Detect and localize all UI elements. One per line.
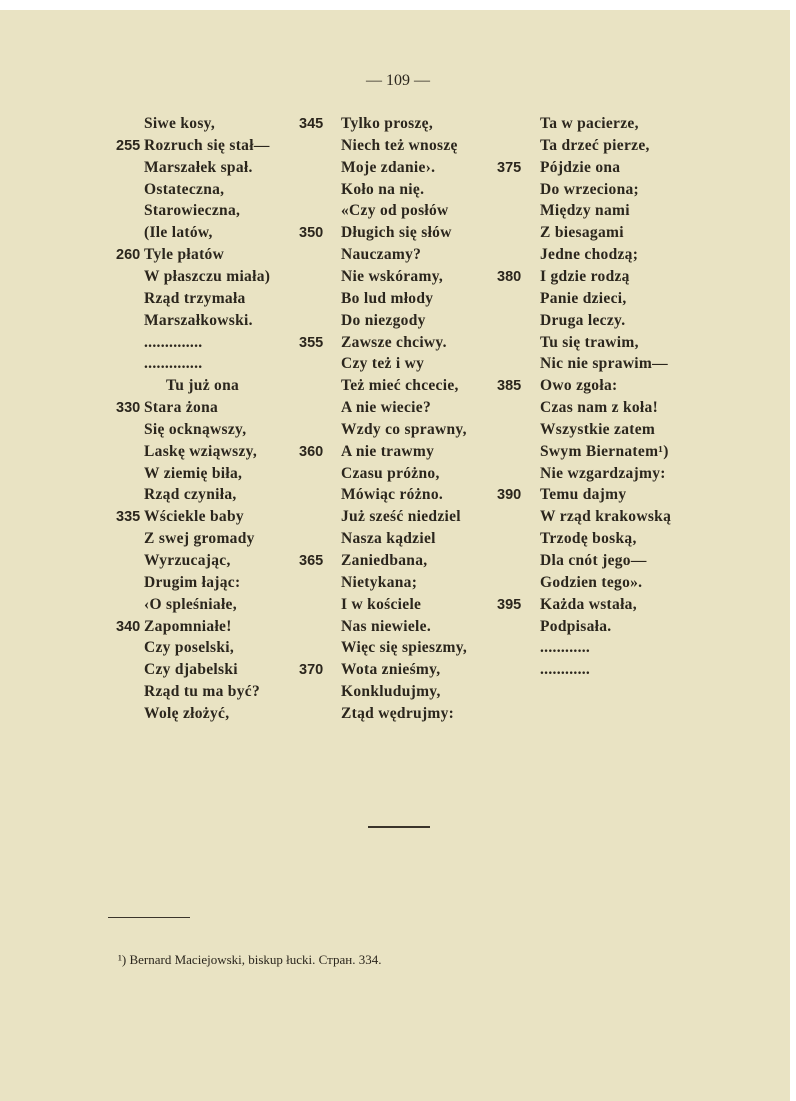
line-number: 255 (116, 137, 141, 154)
verse-line: .............. (144, 355, 203, 373)
verse-line: «Czy od posłów (341, 202, 449, 220)
verse-line: Drugim łając: (144, 573, 241, 591)
verse-line: Się ocknąwszy, (144, 420, 247, 438)
verse-line: Nietykana; (341, 573, 418, 591)
verse-line: I w kościele (341, 595, 422, 613)
verse-line: Stara żona (144, 399, 219, 417)
verse-line: Każda wstała, (540, 595, 637, 613)
footnote (118, 952, 382, 968)
verse-line: Rząd czyniła, (144, 486, 237, 504)
verse-line: Zapomniałe! (144, 617, 232, 635)
verse-line: Ztąd wędrujmy: (341, 704, 455, 722)
line-number: 395 (497, 596, 522, 613)
verse-line: W płaszczu miała) (144, 267, 271, 285)
line-number: 375 (497, 159, 522, 176)
verse-line: Nasza kądziel (341, 530, 436, 548)
verse-line: .............. (144, 333, 203, 351)
verse-line: Zawsze chciwy. (341, 333, 447, 351)
verse-line: Panie dzieci, (540, 289, 627, 307)
verse-line: Wzdy co sprawny, (341, 420, 467, 438)
verse-line: Ta w pacierze, (540, 115, 639, 132)
verse-line: Marszałek spał. (144, 158, 253, 176)
line-number: 330 (116, 400, 141, 417)
verse-line: Więc się spieszmy, (341, 639, 468, 657)
verse-line: W rząd krakowską (540, 508, 672, 526)
verse-line: Dla cnót jego— (540, 552, 647, 569)
book-page (0, 10, 790, 1101)
verse-line: Czy też i wy (341, 355, 425, 373)
verse-line: Laskę wziąwszy, (144, 442, 257, 460)
verse-line: Starowieczna, (144, 202, 241, 220)
line-number: 260 (116, 247, 141, 264)
footnote-rule (108, 917, 190, 918)
verse-line: Czy poselski, (144, 639, 235, 657)
footnote-mark: ¹) (118, 952, 127, 967)
verse-line: Rozruch się stał— (144, 136, 270, 154)
line-number: 350 (299, 225, 324, 242)
verse-line: Temu dajmy (540, 486, 627, 504)
verse-line: Jedne chodzą; (540, 246, 639, 264)
verse-line: Też mieć chcecie, (341, 377, 459, 395)
line-number: 390 (497, 487, 522, 504)
line-number: 380 (497, 268, 522, 285)
verse-line: Godzien tego». (540, 573, 643, 591)
verse-line: Już sześć niedziel (341, 508, 461, 526)
line-number: 335 (116, 509, 141, 526)
verse-line: Do niezgody (341, 311, 426, 329)
verse-line: Koło na nię. (341, 180, 425, 198)
line-number: 345 (299, 116, 324, 132)
verse-line: Tu się trawim, (540, 333, 639, 351)
line-number: 340 (116, 618, 141, 635)
section-divider (368, 826, 430, 828)
verse-line: Pójdzie ona (540, 158, 621, 176)
verse-line: Swym Biernatem¹) (540, 442, 669, 460)
line-number: 385 (497, 378, 522, 395)
verse-line: Długich się słów (341, 224, 452, 242)
verse-line: Konkludujmy, (341, 683, 441, 701)
verse-line: Siwe kosy, (144, 115, 216, 132)
verse-line: Bo lud młody (341, 289, 434, 307)
verse-line: Ostateczna, (144, 180, 225, 198)
verse-line: I gdzie rodzą (540, 267, 630, 285)
verse-line: Tyle płatów (144, 246, 225, 264)
verse-line: Zaniedbana, (341, 552, 428, 569)
verse-line: Czy djabelski (144, 661, 238, 679)
line-number: 360 (299, 443, 324, 460)
line-number: 370 (299, 662, 324, 679)
verse-line: Mówiąc różno. (341, 486, 444, 504)
verse-line: Wota znieśmy, (341, 661, 441, 679)
verse-line: Owo zgoła: (540, 377, 618, 395)
verse-line: Marszałkowski. (144, 311, 253, 329)
verse-line: ‹O spleśniałe, (144, 595, 237, 613)
verse-line: Między nami (540, 202, 630, 220)
page-number: — 109 — (366, 72, 430, 89)
verse-line: Tylko proszę, (341, 115, 434, 132)
line-number: 365 (299, 553, 324, 569)
verse-line: Z biesagami (540, 224, 624, 242)
verse-line: (Ile latów, (144, 224, 213, 242)
verse-line: Podpisała. (540, 617, 612, 635)
verse-line: ............ (540, 639, 591, 657)
verse-line: Czas nam z koła! (540, 399, 659, 417)
line-number: 355 (299, 334, 324, 351)
verse-line: Tu już ona (166, 377, 240, 395)
verse-line: Wolę złożyć, (144, 704, 230, 722)
verse-line: A nie trawmy (341, 442, 435, 460)
verse-line: Nauczamy? (341, 246, 422, 264)
verse-line: Wszystkie zatem (540, 420, 656, 438)
verse-line: Wściekle baby (144, 508, 244, 526)
verse-line: A nie wiecie? (341, 399, 431, 417)
verse-line: Rząd trzymała (144, 289, 246, 307)
verse-line: W ziemię biła, (144, 464, 243, 482)
verse-line: Nic nie sprawim— (540, 355, 668, 373)
verse-line: Wyrzucając, (144, 552, 231, 569)
verse-line: Moje zdanie›. (341, 158, 436, 176)
verse-line: Trzodę boską, (540, 530, 637, 548)
verse-line: Rząd tu ma być? (144, 683, 261, 701)
verse-line: Ta drzeć pierze, (540, 136, 650, 154)
verse-line: Nie wzgardzajmy: (540, 464, 666, 482)
footnote-text: Bernard Maciejowski, biskup łucki. Стран. 334. (129, 952, 382, 967)
verse-line: Czasu próżno, (341, 464, 440, 482)
verse-line: Nas niewiele. (341, 617, 431, 635)
verse-line: Druga leczy. (540, 311, 626, 329)
verse-line: Do wrzeciona; (540, 180, 640, 198)
verse-line: Nie wskóramy, (341, 267, 444, 285)
verse-line: ............ (540, 661, 591, 679)
verse-line: Z swej gromady (144, 530, 255, 548)
verse-line: Niech też wnoszę (341, 136, 458, 154)
